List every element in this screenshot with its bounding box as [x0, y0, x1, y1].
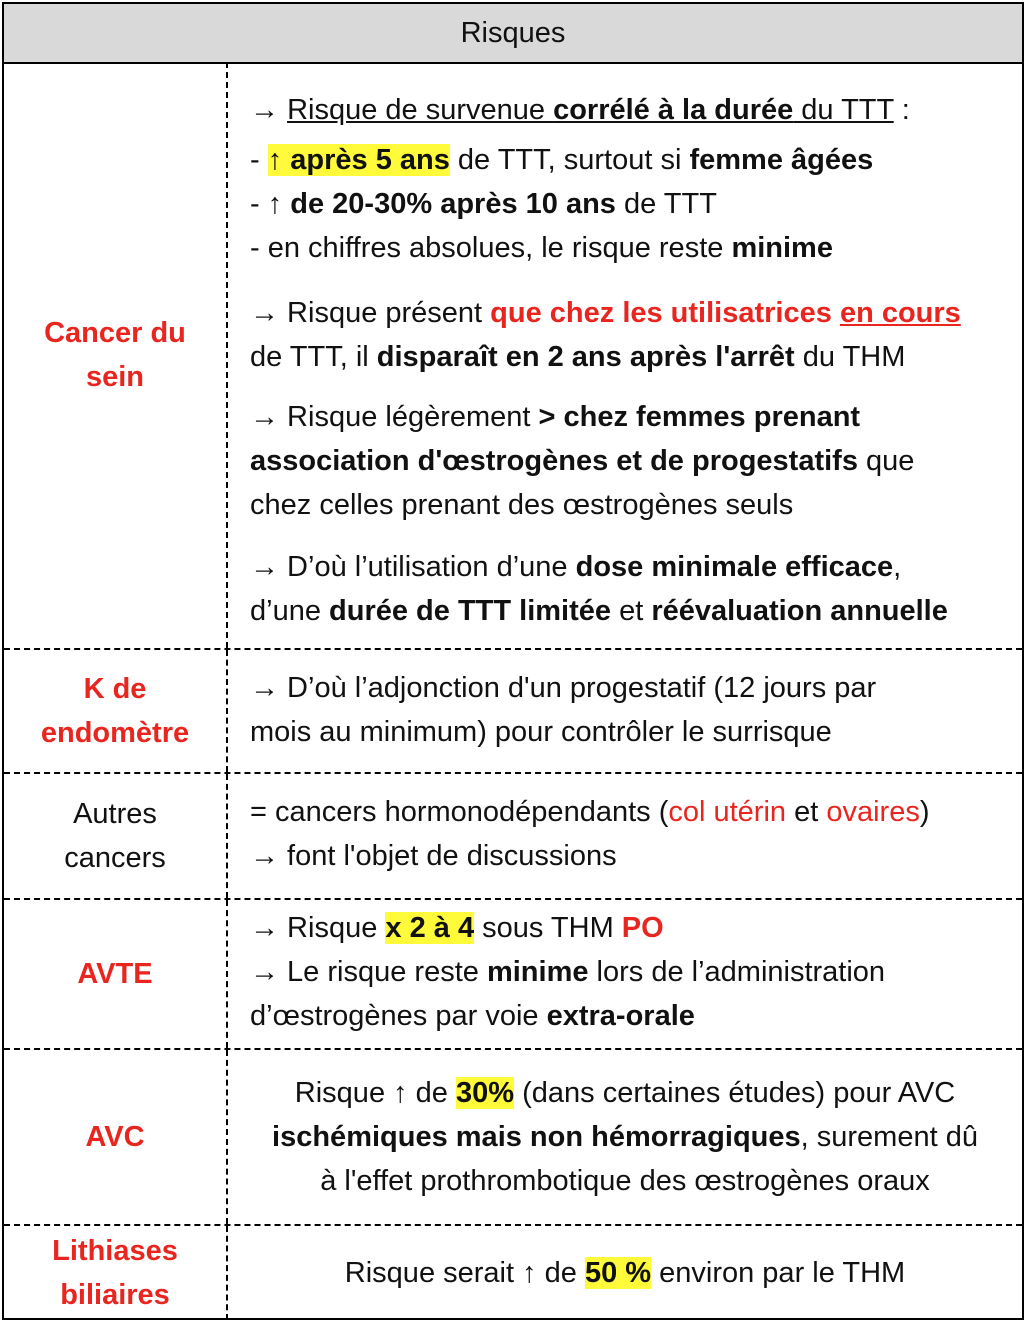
lithiases-content: Risque serait ↑ de 50 % environ par le THM: [344, 1257, 906, 1289]
cancer-sein-para-4: → D’où l’utilisation d’une dose minimale efficace, d’une durée de TTT limitée et réévaluation annuelle: [250, 551, 948, 627]
k-endometre-content: → D’où l’adjonction d'un progestatif (12 jours par mois au minimum) pour contrôler le surrisque: [250, 672, 877, 748]
highlight-apres-5-ans: ↑ après 5 ans: [267, 144, 450, 176]
table-header: [4, 4, 1022, 64]
row-label-k-endometre: K de endomètre: [4, 650, 228, 772]
cancer-sein-para-3: → Risque légèrement > chez femmes prenant association d'œstrogènes et de progestatifs que chez celles prenant des œstrogènes seuls: [250, 401, 915, 521]
avte-content: → Risque x 2 à 4 sous THM PO → Le risque reste minime lors de l’administration d’œstrogènes par voie extra-orale: [250, 912, 886, 1032]
row-label-avc: AVC: [4, 1050, 228, 1224]
row-lithiases: [4, 1226, 1022, 1320]
row-label-autres-cancers: Autres cancers: [4, 774, 228, 898]
arrow-right-icon: →: [250, 912, 279, 944]
risk-table: [2, 2, 1024, 1320]
avc-content: Risque ↑ de 30% (dans certaines études) pour AVC ischémiques mais non hémorragiques, surement dû à l'effet prothrombotique des œstrogènes oraux: [272, 1077, 978, 1197]
arrow-right-icon: →: [250, 297, 279, 329]
arrow-right-icon: →: [250, 840, 279, 872]
arrow-right-icon: →: [250, 551, 279, 583]
row-avc: [4, 1050, 1022, 1226]
arrow-right-icon: →: [250, 956, 279, 988]
cancer-sein-para-1: → Risque de survenue corrélé à la durée du TTT : - ↑ après 5 ans de TTT, surtout si femme âgées - ↑ de 20-30% après 10 ans de TTT - en chiffres absolues, le risque reste minime: [250, 94, 910, 264]
row-autres-cancers: [4, 774, 1022, 900]
arrow-right-icon: →: [250, 672, 279, 704]
cancer-sein-para-2: → Risque présent que chez les utilisatrices en cours de TTT, il disparaît en 2 ans après l'arrêt du THM: [250, 297, 961, 373]
row-k-endometre: [4, 650, 1022, 774]
autres-cancers-content: = cancers hormonodépendants (col utérin et ovaires) → font l'objet de discussions: [250, 796, 930, 872]
highlight-x2-4: x 2 à 4: [385, 912, 475, 944]
highlight-50-percent: 50 %: [584, 1257, 652, 1289]
row-label-lithiases: Lithiases biliaires: [4, 1226, 228, 1320]
row-label-cancer-sein: Cancer du sein: [4, 62, 228, 648]
arrow-right-icon: →: [250, 94, 279, 126]
cancer-sein-content: [228, 62, 1022, 648]
row-label-avte: AVTE: [4, 900, 228, 1048]
row-cancer-sein: [4, 62, 1022, 650]
row-avte: [4, 900, 1022, 1050]
highlight-30-percent: 30%: [456, 1077, 515, 1109]
arrow-right-icon: →: [250, 401, 279, 433]
header-title: Risques: [460, 16, 566, 49]
